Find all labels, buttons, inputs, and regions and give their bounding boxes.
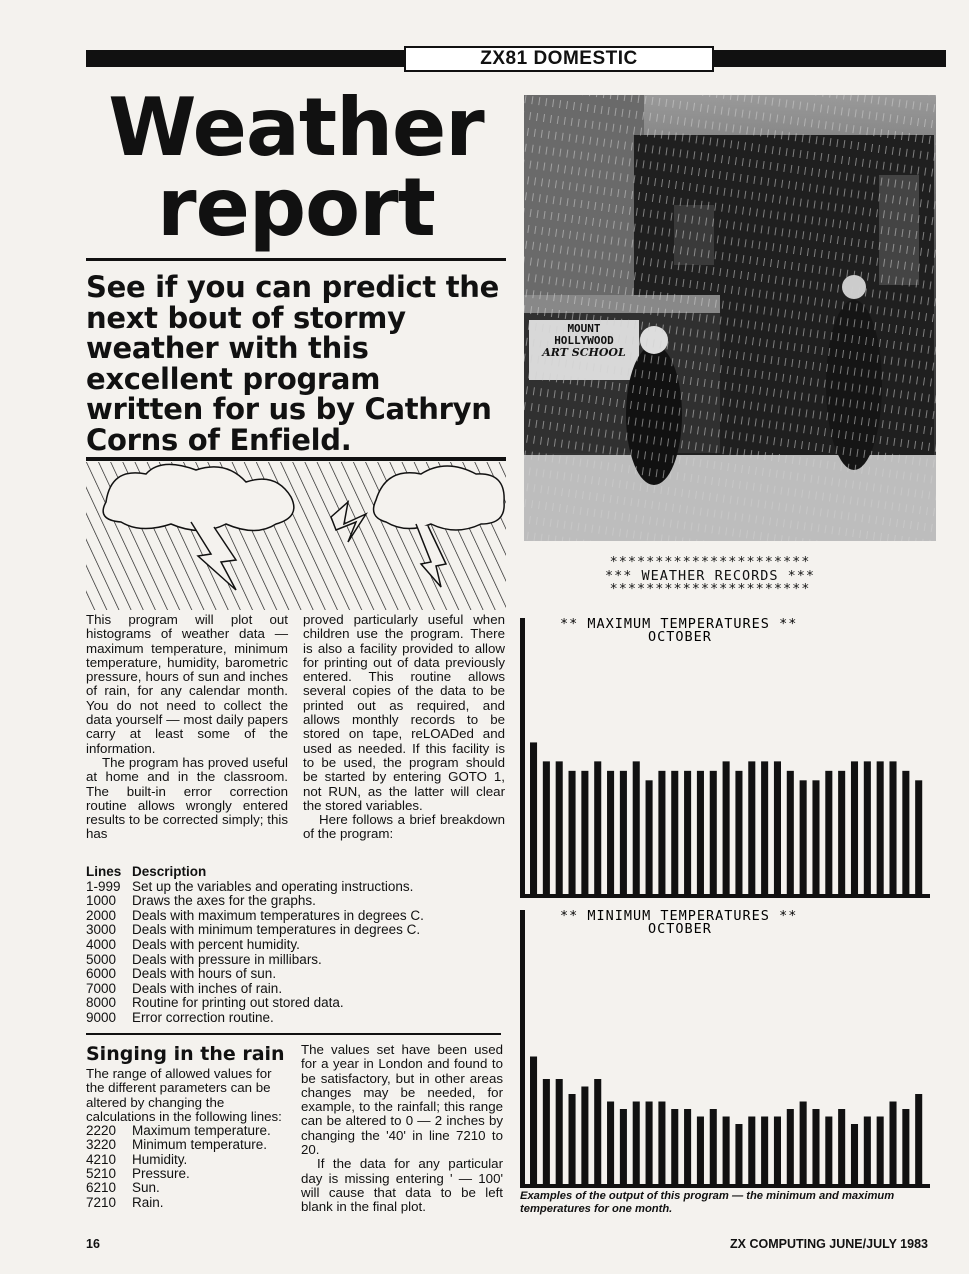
banner-bar-right <box>714 50 946 67</box>
chart-bar <box>825 1117 832 1185</box>
chart-bar <box>569 1094 576 1184</box>
chart-panel <box>520 616 930 898</box>
chart-bar <box>710 1109 717 1184</box>
line-number: 7210 <box>86 1194 117 1210</box>
x-axis <box>520 894 930 898</box>
line-number: 1000 <box>86 893 117 909</box>
paragraph: The program has proved useful at home and in the classroom. The built-in error correction routine allows wrongly entered results to be corrected simply; this has <box>86 754 288 842</box>
table-row <box>86 894 506 909</box>
chart-bar <box>543 761 550 894</box>
chart-bar <box>748 1117 755 1185</box>
rain-photo <box>524 95 936 541</box>
singing-section <box>86 1043 288 1210</box>
chart-bar <box>812 1109 819 1184</box>
table-header <box>86 865 506 880</box>
chart-bar <box>787 1109 794 1184</box>
line-description: Draws the axes for the graphs. <box>132 893 316 909</box>
chart-bar <box>889 1102 896 1185</box>
storm-illustration <box>86 462 506 610</box>
title-line-2: report <box>157 161 435 254</box>
chart-bar <box>800 1102 807 1185</box>
chart-bar <box>633 1102 640 1185</box>
chart-bar <box>658 771 665 894</box>
paragraph: If the data for any particular day is missing entering ' — 100' will cause that data to be left blank in the final plot. <box>301 1156 503 1215</box>
header-lines: Lines <box>86 864 122 879</box>
chart-bar <box>864 1117 871 1185</box>
chart-bar <box>671 771 678 894</box>
printout-header <box>560 556 860 597</box>
chart-bar <box>569 771 576 894</box>
title-line-1: Weather <box>108 81 484 174</box>
line-number: 4000 <box>86 936 117 952</box>
chart-subtitle: OCTOBER <box>648 921 712 937</box>
line-description: Deals with minimum temperatures in degrees C. <box>132 922 421 938</box>
chart-bar <box>877 761 884 894</box>
line-number: 9000 <box>86 1009 117 1025</box>
table-row <box>86 1011 506 1026</box>
chart-bar <box>864 761 871 894</box>
line-number: 3000 <box>86 922 117 938</box>
ranges-list <box>86 1124 288 1210</box>
chart-bar <box>556 761 563 894</box>
body-column-2 <box>303 613 505 842</box>
chart-panel <box>520 908 930 1188</box>
chart-bar <box>735 771 742 894</box>
y-axis <box>520 910 525 1184</box>
paragraph: proved particularly useful when children use the program. There is also a facility provided to allow for printing out of data previously entered. This routine allows several copies of the data to be printed out as required, and allows monthly records to be stored on tape, reLOADed and used as needed. If this facility is to be used, the program should be started by entering GOTO 1, not RUN, as the latter will clear the stored variables. <box>303 612 505 813</box>
photo-sign <box>529 323 639 359</box>
section-intro: The range of allowed values for the different parameters can be altered by changing the calculations in the following lines: <box>86 1066 282 1124</box>
line-description: Minimum temperature. <box>132 1137 268 1153</box>
chart-bar <box>607 1102 614 1185</box>
line-number: 4210 <box>86 1151 117 1167</box>
magazine-footer: ZX COMPUTING JUNE/JULY 1983 <box>730 1237 928 1251</box>
line-description: Error correction routine. <box>132 1009 274 1025</box>
line-description: Routine for printing out stored data. <box>132 995 344 1011</box>
chart-bar <box>877 1117 884 1185</box>
line-number: 2000 <box>86 907 117 923</box>
paragraph: Here follows a brief breakdown of the program: <box>303 812 505 842</box>
line-description: Sun. <box>132 1180 160 1196</box>
chart-bar <box>787 771 794 894</box>
body-column-4 <box>301 1043 503 1215</box>
paragraph: This program will plot out histograms of weather data — maximum temperature, minimum temperature, humidity, barometric pressure, hours of sun and inches of rain, for any calendar month. You do not need to collect the data yourself — most daily papers carry at least some of the information. <box>86 612 288 756</box>
temperature-charts <box>518 612 940 1190</box>
chart-bar <box>851 761 858 894</box>
chart-bar <box>902 1109 909 1184</box>
chart-bar <box>684 771 691 894</box>
list-item <box>86 1138 288 1152</box>
line-description: Deals with maximum temperatures in degrees C. <box>132 907 424 923</box>
chart-bar <box>620 1109 627 1184</box>
list-item <box>86 1153 288 1167</box>
list-item <box>86 1167 288 1181</box>
chart-subtitle: OCTOBER <box>648 629 712 645</box>
line-description: Pressure. <box>132 1166 190 1182</box>
chart-bar <box>825 771 832 894</box>
chart-bar <box>774 1117 781 1185</box>
line-number: 6210 <box>86 1180 117 1196</box>
table-row <box>86 996 506 1011</box>
standfirst-rule <box>86 457 506 461</box>
table-row <box>86 982 506 997</box>
chart-bar <box>761 761 768 894</box>
chart-bar <box>556 1079 563 1184</box>
chart-bar <box>889 761 896 894</box>
chart-bar <box>774 761 781 894</box>
sign-line: ART SCHOOL <box>542 346 626 359</box>
line-number: 3220 <box>86 1137 117 1153</box>
stars-line: ********************** <box>609 554 811 570</box>
chart-bar <box>620 771 627 894</box>
line-number: 1-999 <box>86 878 121 894</box>
chart-bar <box>761 1117 768 1185</box>
x-axis <box>520 1184 930 1188</box>
chart-title: ** MINIMUM TEMPERATURES ** <box>560 908 798 924</box>
section-banner <box>86 46 946 72</box>
chart-bar <box>658 1102 665 1185</box>
table-row <box>86 909 506 924</box>
chart-bar <box>800 780 807 894</box>
chart-bar <box>646 780 653 894</box>
figure-caption: Examples of the output of this program — the minimum and maximum temperatures for one month. <box>520 1190 895 1215</box>
line-description: Deals with percent humidity. <box>132 936 300 952</box>
line-description: Humidity. <box>132 1151 188 1167</box>
stars-line: ********************** <box>609 581 811 597</box>
line-number: 6000 <box>86 966 117 982</box>
section-rule <box>86 1033 501 1035</box>
chart-bar <box>697 1117 704 1185</box>
page-number: 16 <box>86 1237 100 1251</box>
sign-line: HOLLYWOOD <box>554 334 614 347</box>
chart-bar <box>594 1079 601 1184</box>
chart-bar <box>671 1109 678 1184</box>
body-column-1 <box>86 613 288 842</box>
chart-bar <box>851 1124 858 1184</box>
chart-bar <box>530 742 537 894</box>
chart-bar <box>581 771 588 894</box>
list-item <box>86 1124 288 1138</box>
program-lines-table <box>86 865 506 1026</box>
table-row <box>86 953 506 968</box>
section-heading: Singing in the rain <box>86 1043 285 1065</box>
chart-bar <box>902 771 909 894</box>
chart-bar <box>748 761 755 894</box>
header-description: Description <box>132 864 207 879</box>
chart-bar <box>530 1057 537 1185</box>
article-title <box>86 81 506 254</box>
line-description: Set up the variables and operating instructions. <box>132 878 414 894</box>
list-item <box>86 1196 288 1210</box>
standfirst: See if you can predict the next bout of stormy weather with this excellent program written for us by Cathryn Corns of Enfield. <box>86 270 499 457</box>
banner-bar-left <box>86 50 404 67</box>
line-number: 5210 <box>86 1166 117 1182</box>
title-rule <box>86 258 506 261</box>
list-item <box>86 1181 288 1195</box>
line-number: 5000 <box>86 951 117 967</box>
chart-title: ** MAXIMUM TEMPERATURES ** <box>560 616 798 632</box>
line-number: 2220 <box>86 1123 117 1139</box>
chart-bar <box>684 1109 691 1184</box>
line-number: 7000 <box>86 980 117 996</box>
chart-bar <box>723 761 730 894</box>
chart-bar <box>838 1109 845 1184</box>
sign-line: MOUNT <box>567 322 601 335</box>
paragraph: The values set have been used for a year in London and found to be satisfactory, but in other areas changes may be needed, for example, to the rainfall; this range can be altered to 0 — 2 inches by changing the '40' in line 7210 to 20. <box>301 1042 503 1158</box>
chart-bar <box>697 771 704 894</box>
chart-bar <box>581 1087 588 1185</box>
table-row <box>86 967 506 982</box>
table-row <box>86 923 506 938</box>
chart-bar <box>838 771 845 894</box>
line-description: Maximum temperature. <box>132 1123 271 1139</box>
chart-bar <box>915 780 922 894</box>
chart-bar <box>594 761 601 894</box>
chart-bar <box>723 1117 730 1185</box>
line-description: Deals with hours of sun. <box>132 966 277 982</box>
chart-bar <box>646 1102 653 1185</box>
line-description: Deals with inches of rain. <box>132 980 283 996</box>
table-row <box>86 880 506 895</box>
chart-bar <box>543 1079 550 1184</box>
chart-bar <box>735 1124 742 1184</box>
table-row <box>86 938 506 953</box>
chart-bar <box>710 771 717 894</box>
section-label: ZX81 DOMESTIC <box>404 46 714 72</box>
line-number: 8000 <box>86 995 117 1011</box>
line-description: Deals with pressure in millibars. <box>132 951 322 967</box>
printout-heading: *** WEATHER RECORDS *** <box>605 567 815 584</box>
chart-bar <box>607 771 614 894</box>
chart-bar <box>633 761 640 894</box>
line-description: Rain. <box>132 1194 164 1210</box>
chart-bar <box>812 780 819 894</box>
chart-bar <box>915 1094 922 1184</box>
y-axis <box>520 618 525 894</box>
